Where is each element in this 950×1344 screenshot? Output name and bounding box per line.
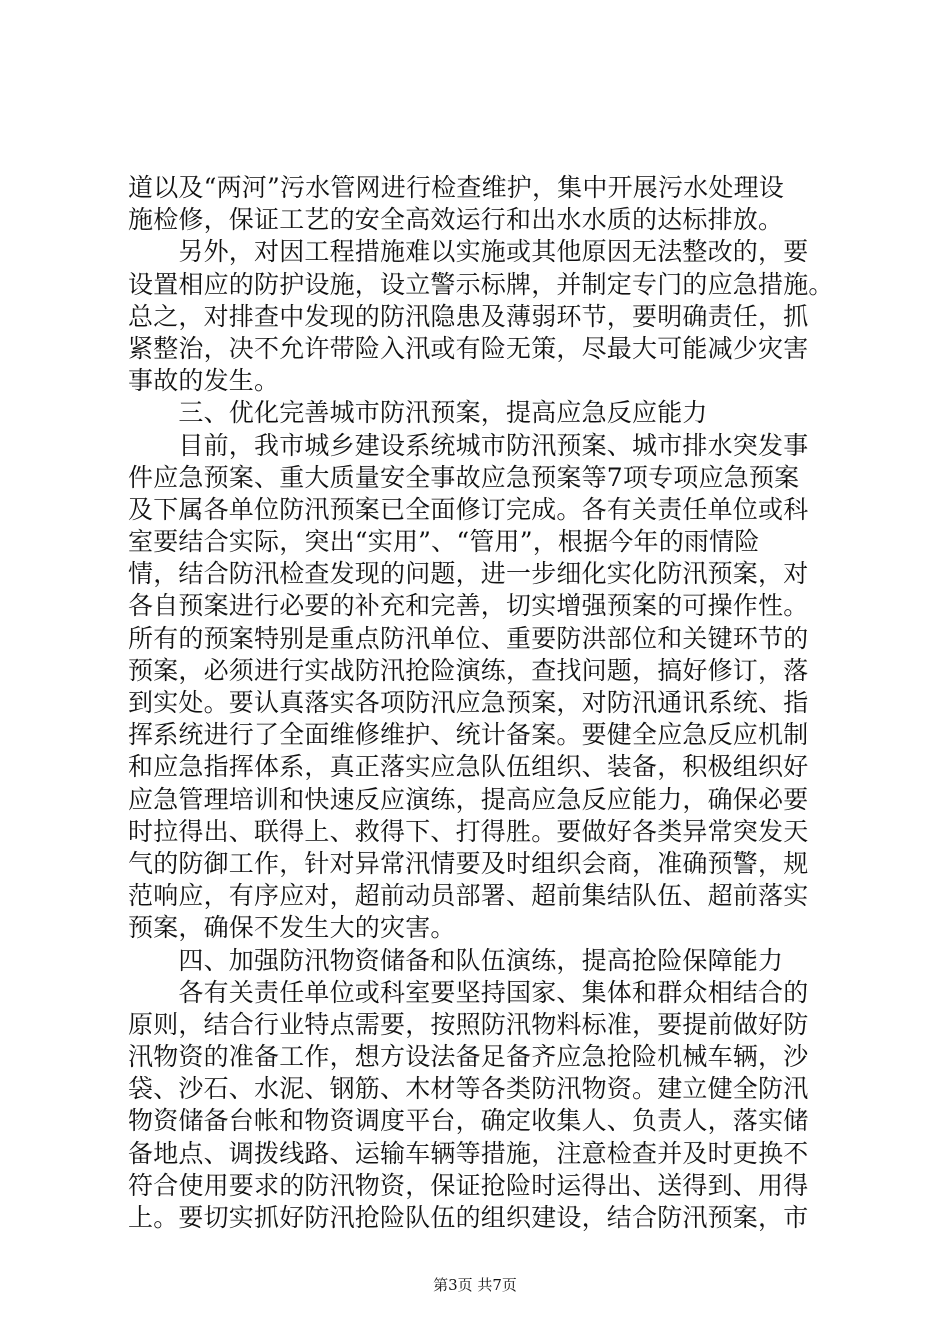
text-line: 预案，确保不发生大的灾害。	[128, 913, 456, 943]
text-line: 物资储备台帐和物资调度平台，确定收集人、负责人，落实储	[128, 1106, 809, 1136]
text-line: 和应急指挥体系，真正落实应急队伍组织、装备，积极组织好	[128, 752, 809, 782]
page-number-footer: 第3页 共7页	[433, 1276, 517, 1294]
text-line: 符合使用要求的防汛物资，保证抢险时运得出、送得到、用得	[128, 1170, 809, 1200]
text-line: 范响应，有序应对，超前动员部署、超前集结队伍、超前落实	[128, 881, 809, 911]
text-line: 所有的预案特别是重点防汛单位、重要防洪部位和关键环节的	[128, 623, 809, 653]
text-line: 道以及“两河”污水管网进行检查维护，集中开展污水处理设	[128, 173, 784, 202]
text-line: 各自预案进行必要的补充和完善，切实增强预案的可操作性。	[128, 591, 809, 621]
text-line: 汛物资的准备工作，想方设法备足备齐应急抢险机械车辆，沙	[128, 1042, 809, 1072]
text-line: 各有关责任单位或科室要坚持国家、集体和群众相结合的	[128, 977, 809, 1007]
text-line: 及下属各单位防汛预案已全面修订完成。各有关责任单位或科	[128, 494, 809, 524]
text-line: 挥系统进行了全面维修维护、统计备案。要健全应急反应机制	[128, 720, 809, 750]
section-heading: 四、加强防汛物资储备和队伍演练，提高抢险保障能力	[128, 945, 784, 975]
text-line: 紧整治，决不允许带险入汛或有险无策，尽最大可能减少灾害	[128, 333, 809, 363]
text-line: 设置相应的防护设施，设立警示标牌，并制定专门的应急措施。	[128, 269, 834, 299]
text-line: 件应急预案、重大质量安全事故应急预案等7项专项应急预案	[128, 462, 800, 492]
text-line: 上。要切实抓好防汛抢险队伍的组织建设，结合防汛预案，市	[128, 1203, 809, 1232]
text-line: 情，结合防汛检查发现的问题，进一步细化实化防汛预案，对	[128, 559, 809, 589]
text-line: 目前，我市城乡建设系统城市防汛预案、城市排水突发事	[128, 430, 809, 460]
document-body	[128, 172, 833, 1234]
text-line: 另外，对因工程措施难以实施或其他原因无法整改的，要	[128, 237, 809, 267]
text-line: 事故的发生。	[128, 366, 280, 396]
text-line: 备地点、调拨线路、运输车辆等措施，注意检查并及时更换不	[128, 1138, 809, 1168]
text-line: 预案，必须进行实战防汛抢险演练，查找问题，搞好修订，落	[128, 655, 809, 685]
text-line: 到实处。要认真落实各项防汛应急预案，对防汛通讯系统、指	[128, 688, 809, 717]
text-line: 原则，结合行业特点需要，按照防汛物料标准，要提前做好防	[128, 1009, 809, 1039]
text-line: 室要结合实际，突出“实用”、“管用”，根据今年的雨情险	[128, 527, 760, 557]
section-heading: 三、优化完善城市防汛预案，提高应急反应能力	[128, 398, 708, 428]
text-line: 气的防御工作，针对异常汛情要及时组织会商，准确预警，规	[128, 848, 809, 878]
text-line: 袋、沙石、水泥、钢筋、木材等各类防汛物资。建立健全防汛	[128, 1074, 809, 1104]
text-line: 总之，对排查中发现的防汛隐患及薄弱环节，要明确责任，抓	[128, 301, 809, 331]
text-line: 时拉得出、联得上、救得下、打得胜。要做好各类异常突发天	[128, 816, 809, 846]
text-line: 应急管理培训和快速反应演练，提高应急反应能力，确保必要	[128, 784, 809, 814]
text-line: 施检修，保证工艺的安全高效运行和出水水质的达标排放。	[128, 205, 784, 235]
